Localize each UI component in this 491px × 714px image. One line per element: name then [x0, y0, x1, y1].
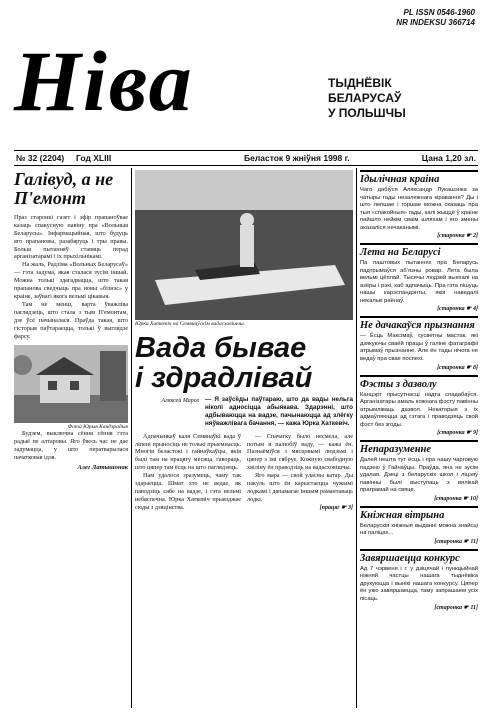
section-page-ref[interactable]: [старонка ☛ 9] [437, 430, 478, 437]
section-title: Непаразуменне [360, 440, 478, 455]
left-article-paragraph: На жаль, Радзіма «Вольных Беларусаў» — гэта задума, якая сталася зусім іншай. Можна толькі здагадвацца, што такая прапанова сведчыць пра новы «бізнэс» у краіне, заўвагі якога вельмі цікавыя. [14, 261, 128, 301]
left-article-paragraph: Там не менш, варта ўважліва паглядзець, што стала з тым П'емонтам, дзе ўсё пачыналася. Праўда такая, што гісторыя паўтараецца, толькі ў выглядзе фарсу. [14, 301, 128, 340]
house-photo [14, 345, 128, 423]
column-rule [131, 168, 132, 708]
tagline-line: У ПОЛЬШЧЫ [328, 106, 406, 120]
contents-column [360, 170, 478, 615]
section-page-ref[interactable]: [старонка ☛ 11] [434, 538, 478, 545]
issn-block [396, 8, 475, 27]
section-page-ref[interactable]: [старонка ☛ 4] [437, 306, 478, 313]
section-title: Кніжная вітрына [360, 506, 478, 521]
issue-number: № 32 (2204) [16, 153, 65, 163]
lead-paragraph: Нам удалося зразумець, чаму так здараецца. Шмат хто не ведае, як паводзіць сябе на вадзе, і гэта вельмі небяспечна. Юрка Хаткевіч прыязджае сюды з дзяцінства. [135, 472, 241, 511]
section-title: Лета на Беларусі [360, 243, 478, 258]
tagline-line: БЕЛАРУСАЎ [328, 91, 402, 105]
index-number: NR INDEKSU 366714 [396, 17, 475, 27]
section-text: Канцэрт прысутнасці надта спадабаўся. Арганізатары амаль кожнага фэсту павінны атрымліваць дазвол. Некаторыя з іх адмаўляюцца ад гэтага і праводзяць свой фэст без згоды. [360, 391, 478, 428]
section-title: Ідылічная краіна [360, 170, 478, 185]
issue-price: Цана 1,20 зл. [421, 153, 476, 163]
section-page-ref[interactable]: [старонка ☛ 11] [434, 604, 478, 611]
issue-info-bar [14, 150, 478, 166]
section-title: Фэсты з дазволу [360, 375, 478, 390]
lead-photo-caption: Юрка Хаткевіч на Семянаўскім вадасховішчы. [135, 321, 245, 327]
tagline [328, 76, 478, 121]
contents-section [360, 243, 478, 312]
contents-section [360, 316, 478, 370]
masthead [0, 0, 491, 150]
lead-byline: Аляксей Мароз [161, 397, 199, 404]
lead-story [135, 170, 353, 512]
lead-body [135, 433, 353, 512]
section-text: Ад 7 чэрвеня і г. у дзіцячай і пункцыйнай ніжняй частцы нашага тыднёвіка друкуюцца і вынікі нашага конкурсу. Цяпер ён ужо завяршаецца, таму запрашаем усіх пісаць. [360, 565, 478, 602]
lead-paragraph: — Спачатку было несмела, але потым я палюбіў ваду, — кажа ён. Пазнаёміўся з мясцовымі людзьмі і цяпер з імі сябруе. Кожную свабодную хвіліну ён праводзіць на вадасховішчы. [247, 432, 353, 472]
lead-continued[interactable]: [працяг ☛ 3] [319, 505, 353, 511]
lead-paragraph-bold: — Я заўсёды паўтараю, што да вады нельга ніколі адносіцца абыякава. Здарэнні, што адбываюцца на вадзе, пачынаюцца ад злёгку няўважлівага бачання, — кажа Юрка Хаткевіч. [205, 395, 353, 428]
contents-section [360, 375, 478, 437]
section-page-ref[interactable]: [старонка ☛ 2] [437, 233, 478, 240]
column-rule [356, 168, 357, 708]
contents-section [360, 506, 478, 545]
photo-caption: Фота Юрыя Кандэрадыя [67, 423, 128, 430]
section-text: Чаго дабіўся Аляксандр Лукашэнка за чатыры гады незалежнага кіравання? Ды і што лепшае і горшае можна сказаць пра тыя «спакойныя» гады, калі жыццё ў краіне пайшло нейкім сваім шляхам і яго змены аказаліся нечаканымі. [360, 187, 478, 231]
left-article-paragraph: Праз старонкі газет і эфір прапаноўвае казаць спакусную навіну пра «Вольныя Беларусы». Інфармацыйная, што будуць яго прапановы, разабяруць і тры правы. Больш пытанняў ставяць перад арганізатарамі і іх прыхільнікамі. [14, 213, 128, 261]
contents-section [360, 440, 478, 502]
lead-body-column [247, 433, 353, 512]
left-article [14, 170, 128, 471]
lead-intro [135, 396, 353, 429]
lead-photo [135, 170, 353, 320]
issn-number: PL ISSN 0546-1960 [403, 8, 475, 17]
lead-title-line1: Вада бывае [135, 332, 307, 364]
lead-paragraph: Адпачынкаў каля Семянаўкі вада ў ліпені прыносіць не толькі прыемнасць. Многія беластокі і гайнаўкаўцы, якія былі там на працягу месяца, гавораць, што цяпер там ёсць на што паглядзець. [135, 432, 241, 472]
newspaper-logo: Ніва [14, 33, 194, 129]
section-text: Беларускія кніжныя выданні можна знайсці на паліцах... [360, 522, 478, 537]
section-page-ref[interactable]: [старонка ☛ 10] [434, 495, 478, 502]
left-article-paragraph: Будзем, выключна сёння сёння гэта радыё пе алтаровы. Яго ўвесь час не дае задумацца, у што ператварылася пачатковая ідэя. [14, 429, 128, 461]
section-title: Завяршаецца конкурс [360, 549, 478, 564]
house-illustration [14, 345, 128, 423]
lead-body-column [135, 433, 241, 512]
section-text: Далей нешта тут ёсць і пра нашу чарговую падзею ў Гайнаўцы. Праўда, яна не зусім удалая. Дзеці з беларускіх школ і ліцэяў павінны былі выступаць з вялікай праграмай на свяце. [360, 457, 478, 494]
left-article-author: Алег Латышонак [77, 463, 128, 471]
boat-illustration [135, 170, 353, 320]
lead-paragraph: Яго мара — свой уласны катар. Ды пакуль што ён карыстаецца чужымі лодкамі і дапамагае іншым рамантаваць лодкі. [247, 472, 353, 504]
section-title: Не дачакаўся прызнання [360, 316, 478, 331]
section-text: — Ёсць Максімаў, сусветны мастак, які дзякуючы сваёй працы ў галіне фатаграфіі атрымаў прызнанне. Але ён тады нічога не ведаў пра свае поспехі. [360, 333, 478, 362]
section-text: Па паштовых пытаннях пра Беларусь падтрымаўся аб’язны ровар. Лета была вельмі цёплай. Тысячы людзей выехалі на азёры і рэкі, каб адпачыць. Пра гэта пішуць нашы карэспандэнты, якія наведалі некалькі раёнаў. [360, 260, 478, 304]
contents-section [360, 170, 478, 239]
section-page-ref[interactable]: [старонка ☛ 8] [437, 364, 478, 371]
issue-date: Беласток 9 жніўня 1998 г. [244, 153, 350, 163]
issue-year: Год XLIII [76, 153, 112, 163]
contents-section [360, 549, 478, 611]
tagline-line: ТЫДНЁВІК [328, 76, 392, 90]
lead-title-line2: і здрадлівай [135, 362, 313, 395]
left-article-title: Галівуд, а не П'емонт [14, 169, 114, 208]
